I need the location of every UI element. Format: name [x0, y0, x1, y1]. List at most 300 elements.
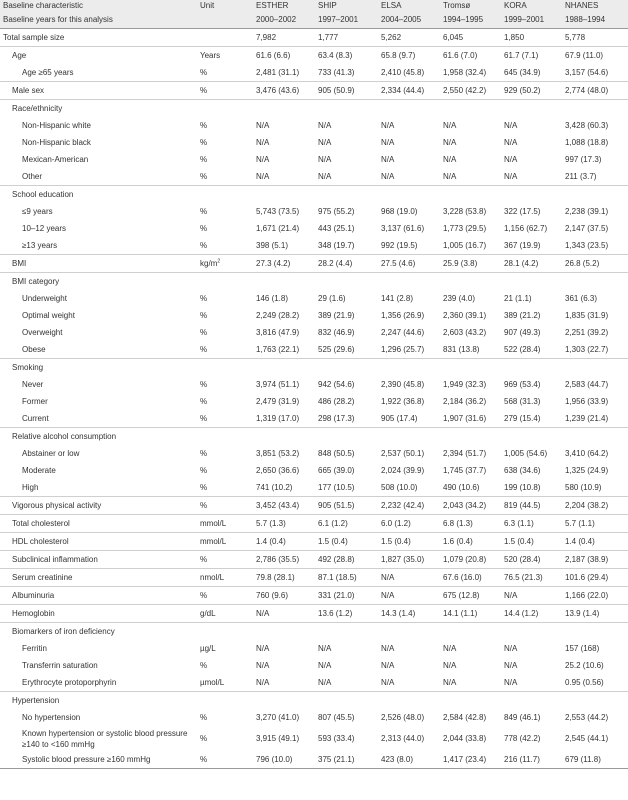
cell-ship: N/A [318, 120, 332, 130]
cell-tromso: 2,184 (36.2) [443, 396, 487, 406]
cell-nhanes: 2,238 (39.1) [565, 206, 609, 216]
table-row [0, 751, 628, 769]
table-row [0, 82, 628, 100]
table-row [0, 307, 628, 324]
table-row [0, 203, 628, 220]
cell-nhanes: 1,088 (18.8) [565, 137, 609, 147]
cell-ship [315, 623, 378, 641]
cell-elsa [378, 623, 440, 641]
cell-nhanes: 997 (17.3) [565, 154, 602, 164]
cell-tromso: 25.9 (3.8) [440, 255, 501, 273]
table-row [0, 29, 628, 47]
cell-esther: 2,650 (36.6) [256, 465, 300, 475]
row-unit: % [200, 240, 208, 250]
cell-esther: 2,249 (28.2) [256, 310, 300, 320]
table-row [0, 341, 628, 359]
cell-kora: 778 (42.2) [504, 733, 541, 743]
row-label: No hypertension [22, 712, 81, 722]
cell-elsa: 6.0 (1.2) [378, 515, 440, 533]
cell-kora: 322 (17.5) [504, 206, 541, 216]
cell-ship: 28.2 (4.4) [315, 255, 378, 273]
header-tromso: Tromsø [440, 0, 501, 11]
table-row [0, 393, 628, 410]
row-label: Overweight [22, 327, 63, 337]
row-label: Non-Hispanic white [22, 120, 91, 130]
table-row [0, 186, 628, 204]
row-label: Mexican-American [22, 154, 89, 164]
row-unit: nmol/L [197, 569, 253, 587]
cell-elsa: 2,537 (50.1) [381, 448, 425, 458]
row-label: Subclinical inflammation [0, 551, 197, 569]
cell-kora: 1,005 (54.6) [504, 448, 548, 458]
table-row [0, 220, 628, 237]
row-unit: % [200, 206, 208, 216]
table-row [0, 479, 628, 497]
row-unit: % [200, 120, 208, 130]
table-row [0, 515, 628, 533]
cell-nhanes [562, 692, 628, 710]
cell-ship: 733 (41.3) [318, 67, 355, 77]
cell-ship: 486 (28.2) [318, 396, 355, 406]
row-label: HDL cholesterol [0, 533, 197, 551]
table-row [0, 359, 628, 377]
cell-esther [253, 186, 315, 204]
cell-nhanes: 101.6 (29.4) [562, 569, 628, 587]
cell-elsa: 2,526 (48.0) [381, 712, 425, 722]
row-label: School education [0, 186, 197, 204]
cell-esther: 2,479 (31.9) [256, 396, 300, 406]
cell-elsa: 3,137 (61.6) [381, 223, 425, 233]
cell-tromso [440, 428, 501, 446]
cell-nhanes: 2,187 (38.9) [562, 551, 628, 569]
cell-tromso [440, 273, 501, 291]
cell-tromso [440, 100, 501, 118]
row-label: ≤9 years [22, 206, 53, 216]
cell-ship: N/A [318, 154, 332, 164]
cell-ship: 1,777 [318, 32, 339, 42]
cell-kora: 6.3 (1.1) [501, 515, 562, 533]
row-unit: % [200, 413, 208, 423]
row-label: Age ≥65 years [22, 67, 74, 77]
row-unit: mmol/L [197, 515, 253, 533]
cell-elsa: 1,296 (25.7) [381, 344, 425, 354]
cell-tromso: 1,079 (20.8) [440, 551, 501, 569]
cell-kora: N/A [504, 643, 518, 653]
cell-elsa: N/A [378, 587, 440, 605]
years-ship: 1997–2001 [315, 11, 378, 29]
row-label: BMI category [0, 273, 197, 291]
row-unit [197, 692, 253, 710]
cell-ship: N/A [318, 137, 332, 147]
years-esther: 2000–2002 [253, 11, 315, 29]
years-nhanes: 1988–1994 [562, 11, 628, 29]
cell-elsa: N/A [381, 120, 395, 130]
row-label: Ferritin [22, 643, 47, 653]
cell-esther: N/A [256, 660, 270, 670]
cell-kora: 367 (19.9) [504, 240, 541, 250]
cell-esther [253, 100, 315, 118]
cell-ship: 975 (55.2) [318, 206, 355, 216]
cell-esther: N/A [256, 677, 270, 687]
cell-tromso: 1,417 (23.4) [440, 751, 501, 769]
table-row [0, 428, 628, 446]
row-unit: $kg/m^2$ [197, 255, 253, 273]
cell-tromso [440, 623, 501, 641]
cell-esther: N/A [256, 154, 270, 164]
row-unit: % [200, 733, 208, 743]
cell-elsa: 2,390 (45.8) [381, 379, 425, 389]
row-label: Underweight [22, 293, 67, 303]
cell-kora: 1,850 [504, 32, 525, 42]
row-label: Albuminuria [0, 587, 197, 605]
cell-tromso: N/A [443, 137, 457, 147]
cell-esther: 3,476 (43.6) [253, 82, 315, 100]
cell-nhanes: 2,204 (38.2) [562, 497, 628, 515]
cell-elsa: 1,922 (36.8) [381, 396, 425, 406]
table-row [0, 726, 628, 751]
cell-tromso: 1,745 (37.7) [443, 465, 487, 475]
row-label: Obese [22, 344, 46, 354]
row-label: Hemoglobin [0, 605, 197, 623]
cell-esther: N/A [253, 605, 315, 623]
cell-elsa: 27.5 (4.6) [378, 255, 440, 273]
cell-ship: N/A [318, 171, 332, 181]
row-label: Vigorous physical activity [0, 497, 197, 515]
cell-elsa: N/A [381, 154, 395, 164]
header-esther: ESTHER [253, 0, 315, 11]
table-row [0, 462, 628, 479]
row-label: Total sample size [3, 32, 65, 42]
cell-esther: 1.4 (0.4) [253, 533, 315, 551]
cell-esther: 79.8 (28.1) [253, 569, 315, 587]
cell-elsa [378, 692, 440, 710]
row-unit [197, 100, 253, 118]
table-row [0, 376, 628, 393]
cell-nhanes: 2,147 (37.5) [565, 223, 609, 233]
cell-ship: 593 (33.4) [318, 733, 355, 743]
cell-nhanes: 2,553 (44.2) [565, 712, 609, 722]
cell-nhanes [562, 428, 628, 446]
cell-tromso: 3,228 (53.8) [443, 206, 487, 216]
cell-ship: 298 (17.3) [318, 413, 355, 423]
cell-elsa: N/A [378, 569, 440, 587]
row-label: Biomarkers of iron deficiency [0, 623, 197, 641]
cell-kora: 76.5 (21.3) [501, 569, 562, 587]
cell-nhanes: 13.9 (1.4) [562, 605, 628, 623]
cell-kora: 279 (15.4) [504, 413, 541, 423]
years-elsa: 2004–2005 [378, 11, 440, 29]
cell-ship: 848 (50.5) [318, 448, 355, 458]
cell-ship: 1.5 (0.4) [315, 533, 378, 551]
cell-tromso: 6.8 (1.3) [440, 515, 501, 533]
row-unit: % [197, 82, 253, 100]
header-unit: Unit [197, 0, 253, 11]
cell-tromso: 61.6 (7.0) [440, 47, 501, 65]
cell-elsa: 1,356 (26.9) [381, 310, 425, 320]
cell-kora: N/A [504, 677, 518, 687]
table-row [0, 237, 628, 255]
cell-tromso: 1,773 (29.5) [443, 223, 487, 233]
cell-esther: 3,915 (49.1) [256, 733, 300, 743]
cell-elsa: 14.3 (1.4) [378, 605, 440, 623]
row-unit: % [197, 751, 253, 769]
table-body [0, 29, 628, 769]
cell-elsa: N/A [381, 643, 395, 653]
row-unit [197, 359, 253, 377]
cell-kora [501, 692, 562, 710]
table-row [0, 445, 628, 462]
cell-esther: 27.3 (4.2) [253, 255, 315, 273]
cell-kora: 389 (21.2) [504, 310, 541, 320]
cell-kora: 14.4 (1.2) [501, 605, 562, 623]
cell-tromso: N/A [443, 677, 457, 687]
cell-tromso: N/A [443, 154, 457, 164]
row-unit: µmol/L [200, 677, 225, 687]
cell-ship [315, 273, 378, 291]
row-unit: % [200, 660, 208, 670]
cell-ship: 13.6 (1.2) [315, 605, 378, 623]
cell-kora [501, 186, 562, 204]
row-label: Hypertension [0, 692, 197, 710]
row-label: Abstainer or low [22, 448, 80, 458]
cell-tromso: 2,584 (42.8) [443, 712, 487, 722]
cell-nhanes [562, 273, 628, 291]
cell-nhanes: 1,166 (22.0) [562, 587, 628, 605]
cell-esther: 2,481 (31.1) [256, 67, 300, 77]
cell-elsa [378, 273, 440, 291]
cell-tromso: N/A [443, 643, 457, 653]
cell-ship: 942 (54.6) [318, 379, 355, 389]
cell-elsa: 2,232 (42.4) [378, 497, 440, 515]
cell-nhanes: 2,774 (48.0) [562, 82, 628, 100]
cell-elsa: 2,410 (45.8) [381, 67, 425, 77]
cell-esther: 796 (10.0) [253, 751, 315, 769]
row-unit: µg/L [200, 643, 216, 653]
cell-kora [501, 100, 562, 118]
cell-tromso: N/A [443, 660, 457, 670]
table-row [0, 47, 628, 65]
table-row [0, 497, 628, 515]
cell-kora: N/A [504, 154, 518, 164]
cell-nhanes: 67.9 (11.0) [562, 47, 628, 65]
cell-nhanes: 3,428 (60.3) [565, 120, 609, 130]
cell-ship [315, 100, 378, 118]
table-row [0, 657, 628, 674]
row-unit: % [200, 310, 208, 320]
row-label: Total cholesterol [0, 515, 197, 533]
cell-ship: 63.4 (8.3) [315, 47, 378, 65]
cell-esther: 741 (10.2) [256, 482, 293, 492]
table-row [0, 255, 628, 273]
cell-kora: 969 (53.4) [504, 379, 541, 389]
table-row [0, 410, 628, 428]
cell-esther: N/A [256, 137, 270, 147]
row-label: Former [22, 396, 48, 406]
cell-kora: 645 (34.9) [504, 67, 541, 77]
cell-nhanes [562, 186, 628, 204]
cell-elsa: N/A [381, 660, 395, 670]
row-unit: % [200, 448, 208, 458]
cell-ship: 665 (39.0) [318, 465, 355, 475]
cell-nhanes: 1,239 (21.4) [565, 413, 609, 423]
cell-esther: N/A [256, 120, 270, 130]
cell-elsa [378, 428, 440, 446]
cell-elsa: 65.8 (9.7) [378, 47, 440, 65]
years-label: Baseline years for this analysis [0, 11, 197, 29]
table-row [0, 709, 628, 726]
cell-esther: 2,786 (35.5) [253, 551, 315, 569]
cell-ship: 525 (29.6) [318, 344, 355, 354]
cell-nhanes: 679 (11.8) [562, 751, 628, 769]
cell-ship: N/A [318, 643, 332, 653]
cell-kora: N/A [504, 660, 518, 670]
row-label: Non-Hispanic black [22, 137, 91, 147]
cell-kora: 21 (1.1) [504, 293, 532, 303]
table-row [0, 134, 628, 151]
cell-tromso: 1,958 (32.4) [443, 67, 487, 77]
cell-tromso: 490 (10.6) [443, 482, 480, 492]
cell-esther: 5.7 (1.3) [253, 515, 315, 533]
cell-esther: 3,974 (51.1) [256, 379, 300, 389]
cell-elsa: 905 (17.4) [381, 413, 418, 423]
row-label: Age [0, 47, 197, 65]
cell-ship: 29 (1.6) [318, 293, 346, 303]
row-label: High [22, 482, 39, 492]
cell-nhanes: 3,157 (54.6) [565, 67, 609, 77]
header-kora: KORA [501, 0, 562, 11]
row-unit: % [200, 344, 208, 354]
cell-kora [501, 273, 562, 291]
row-unit [197, 186, 253, 204]
cell-nhanes: 1,835 (31.9) [565, 310, 609, 320]
cell-esther: 398 (5.1) [256, 240, 289, 250]
cell-esther: 1,671 (21.4) [256, 223, 300, 233]
cell-elsa: 1,827 (35.0) [378, 551, 440, 569]
cell-elsa: 141 (2.8) [381, 293, 414, 303]
table-row [0, 623, 628, 641]
cell-tromso: 1,949 (32.3) [443, 379, 487, 389]
cell-tromso: 2,043 (34.2) [440, 497, 501, 515]
row-unit: % [197, 587, 253, 605]
cell-ship: 348 (19.7) [318, 240, 355, 250]
cell-elsa: 2,024 (39.9) [381, 465, 425, 475]
row-unit: % [200, 465, 208, 475]
cell-esther [253, 359, 315, 377]
cell-ship: 375 (21.1) [315, 751, 378, 769]
row-unit: % [200, 482, 208, 492]
cell-nhanes: 26.8 (5.2) [562, 255, 628, 273]
row-unit: % [200, 712, 208, 722]
row-unit: % [200, 327, 208, 337]
cell-ship [315, 692, 378, 710]
cell-elsa: 423 (8.0) [378, 751, 440, 769]
cell-tromso: 1.6 (0.4) [440, 533, 501, 551]
cell-nhanes: 1,303 (22.7) [565, 344, 609, 354]
cell-kora: 1.5 (0.4) [501, 533, 562, 551]
row-label: ≥13 years [22, 240, 58, 250]
row-unit: mmol/L [197, 533, 253, 551]
years-kora: 1999–2001 [501, 11, 562, 29]
row-label: Current [22, 413, 49, 423]
cell-kora: 199 (10.8) [504, 482, 541, 492]
cell-nhanes: 2,545 (44.1) [565, 733, 609, 743]
row-label: BMI [0, 255, 197, 273]
header-row [0, 0, 628, 11]
cell-esther [253, 428, 315, 446]
cell-kora: 1,156 (62.7) [504, 223, 548, 233]
cell-nhanes: 5,778 [565, 32, 586, 42]
cell-kora: 61.7 (7.1) [501, 47, 562, 65]
cell-ship: 905 (50.9) [315, 82, 378, 100]
table-row [0, 533, 628, 551]
table-row [0, 587, 628, 605]
cell-nhanes: 0.95 (0.56) [565, 677, 604, 687]
cell-kora [501, 623, 562, 641]
row-unit: % [197, 551, 253, 569]
cell-kora: 568 (31.3) [504, 396, 541, 406]
cell-tromso: 2,550 (42.2) [440, 82, 501, 100]
cell-kora: 28.1 (4.2) [501, 255, 562, 273]
cell-tromso [440, 186, 501, 204]
table-row [0, 290, 628, 307]
row-label: Serum creatinine [0, 569, 197, 587]
cell-ship [315, 428, 378, 446]
cell-elsa [378, 100, 440, 118]
cell-tromso: 1,907 (31.6) [443, 413, 487, 423]
cell-nhanes: 361 (6.3) [565, 293, 598, 303]
row-unit [197, 428, 253, 446]
cell-kora: 522 (28.4) [504, 344, 541, 354]
cell-elsa: 2,247 (44.6) [381, 327, 425, 337]
cell-kora [501, 359, 562, 377]
header-elsa: ELSA [378, 0, 440, 11]
row-unit: % [200, 379, 208, 389]
table-row [0, 151, 628, 168]
cell-nhanes: 5.7 (1.1) [562, 515, 628, 533]
cell-esther: 760 (9.6) [253, 587, 315, 605]
cell-kora [501, 428, 562, 446]
row-unit: % [200, 67, 208, 77]
header-nhanes: NHANES [562, 0, 628, 11]
cell-nhanes [562, 100, 628, 118]
table-row [0, 273, 628, 291]
table-row [0, 640, 628, 657]
row-unit: % [200, 396, 208, 406]
cell-esther: 5,743 (73.5) [256, 206, 300, 216]
cell-ship: 331 (21.0) [315, 587, 378, 605]
cell-nhanes: 3,410 (64.2) [565, 448, 609, 458]
row-label: Moderate [22, 465, 56, 475]
cell-ship: 807 (45.5) [318, 712, 355, 722]
cell-esther: N/A [256, 643, 270, 653]
cell-ship: 492 (28.8) [315, 551, 378, 569]
cell-esther: 7,982 [256, 32, 277, 42]
cell-nhanes: 1,956 (33.9) [565, 396, 609, 406]
cell-ship: 832 (46.9) [318, 327, 355, 337]
baseline-years-row [0, 11, 628, 29]
cell-ship: N/A [318, 660, 332, 670]
row-unit: % [200, 137, 208, 147]
cell-nhanes: 1.4 (0.4) [562, 533, 628, 551]
cell-ship: 87.1 (18.5) [315, 569, 378, 587]
table-row [0, 324, 628, 341]
row-unit: % [200, 154, 208, 164]
cell-kora: 638 (34.6) [504, 465, 541, 475]
cell-esther: 146 (1.8) [256, 293, 289, 303]
cell-kora: N/A [504, 120, 518, 130]
row-unit: g/dL [197, 605, 253, 623]
cell-tromso [440, 359, 501, 377]
